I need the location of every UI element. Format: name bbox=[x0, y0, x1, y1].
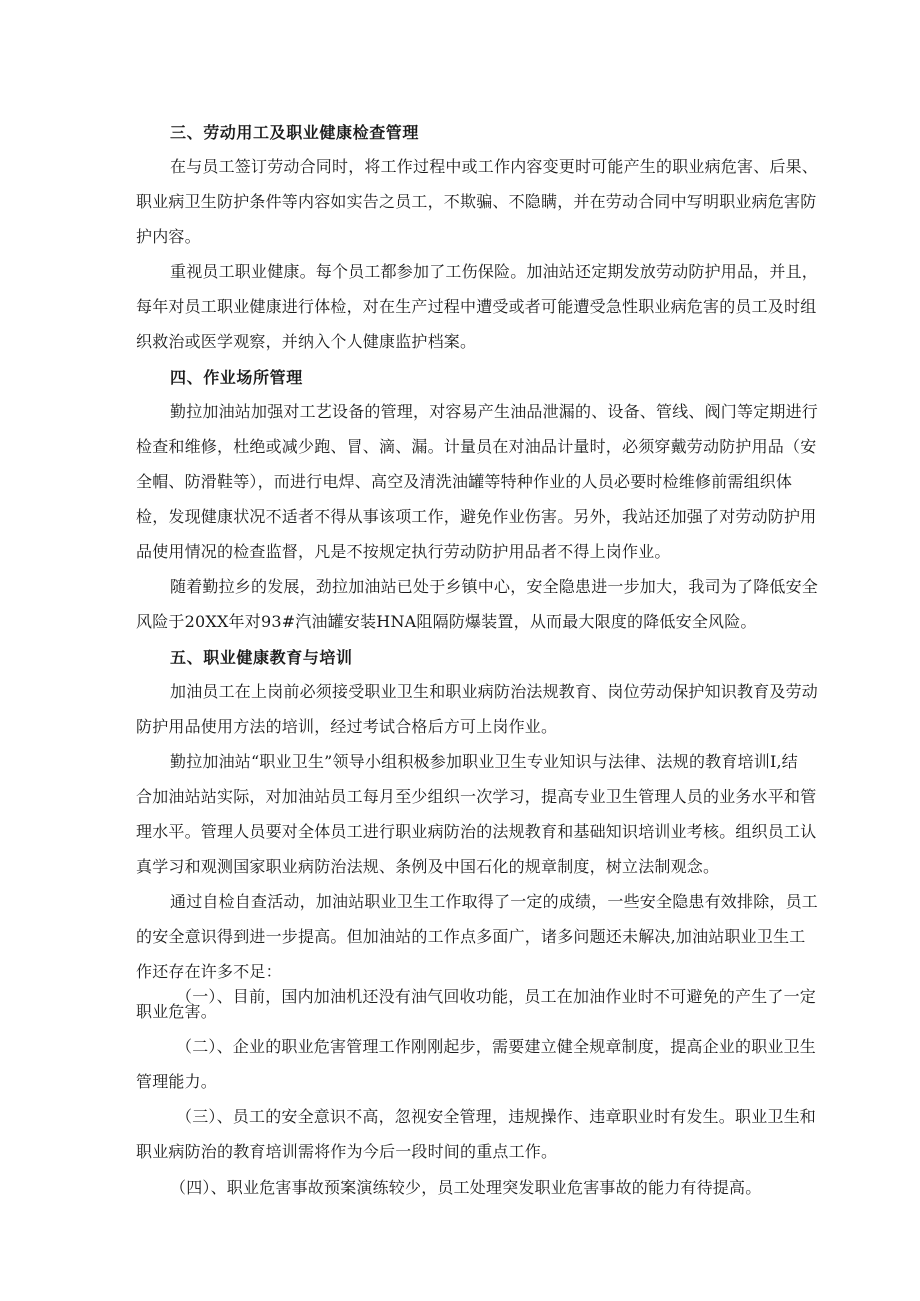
section-heading-education: 五、职业健康教育与培训 bbox=[170, 648, 353, 667]
paragraph-line: 护内容。 bbox=[136, 227, 201, 246]
paragraph-line: 全帽、防滑鞋等），而进行电焊、高空及清洗油罐等特种作业的人员必要时检维修前需组织体 bbox=[136, 472, 793, 491]
list-item-1-continued: 职业危害。 bbox=[136, 1002, 218, 1021]
list-item-3-continued: 职业病防治的教育培训需将作为今后一段时间的重点工作。 bbox=[136, 1142, 558, 1161]
paragraph-line: 检查和维修，杜绝或减少跑、冒、滴、漏。计量员在对油品计量时，必须穿戴劳动防护用品（安 bbox=[136, 437, 817, 456]
paragraph-line: 勤拉加油站“职业卫生”领导小组积极参加职业卫生专业知识与法律、法规的教育培训I,结 bbox=[170, 752, 798, 771]
paragraph-line: 理水平。管理人员要对全体员工进行职业病防治的法规教育和基础知识培训业考核。组织员工认 bbox=[136, 822, 817, 841]
paragraph-line: 品使用情况的检查监督，凡是不按规定执行劳动防护用品者不得上岗作业。 bbox=[136, 542, 671, 561]
section-heading-labor-health: 三、劳动用工及职业健康检查管理 bbox=[170, 123, 420, 142]
paragraph-line: 真学习和观测国家职业病防治法规、条例及中国石化的规章制度，树立法制观念。 bbox=[136, 857, 720, 876]
list-item-1: （一）、目前，国内加油机还没有油气回收功能，员工在加油作业时不可避免的产生了一定 bbox=[176, 987, 817, 1006]
list-item-2-continued: 管理能力。 bbox=[136, 1072, 218, 1091]
list-item-3: （三）、员工的安全意识不高，忽视安全管理，违规操作、违章职业时有发生。职业卫生和 bbox=[176, 1107, 817, 1126]
paragraph-line: 在与员工签订劳动合同时，将工作过程中或工作内容变更时可能产生的职业病危害、后果、 bbox=[170, 157, 819, 176]
paragraph-line: 职业病卫生防护条件等内容如实告之员工，不欺骗、不隐瞒，并在劳动合同中写明职业病危害防 bbox=[136, 192, 817, 211]
paragraph-line: 勤拉加油站加强对工艺设备的管理，对容易产生油品泄漏的、设备、管线、阀门等定期进行 bbox=[170, 402, 819, 421]
paragraph-line: 作还存在许多不足： bbox=[136, 962, 282, 981]
paragraph-line: 重视员工职业健康。每个员工都参加了工伤保险。加油站还定期发放劳动防护用品，并且， bbox=[170, 262, 819, 281]
paragraph-line: 加油员工在上岗前必须接受职业卫生和职业病防治法规教育、岗位劳动保护知识教育及劳动 bbox=[170, 682, 819, 701]
paragraph-line: 合加油站站实际，对加油站员工每月至少组织一次学习，提高专业卫生管理人员的业务水平和管 bbox=[136, 787, 817, 806]
paragraph-line: 检，发现健康状况不适者不得从事该项工作，避免作业伤害。另外，我站还加强了对劳动防护用 bbox=[136, 507, 817, 526]
paragraph-line: 通过自检自查活动，加油站职业卫生工作取得了一定的成绩，一些安全隐患有效排除，员工 bbox=[170, 892, 819, 911]
section-heading-workplace: 四、作业场所管理 bbox=[170, 368, 303, 387]
list-item-2: （二）、企业的职业危害管理工作刚刚起步，需要建立健全规章制度，提高企业的职业卫生 bbox=[176, 1037, 817, 1056]
paragraph-line: 防护用品使用方法的培训，经过考试合格后方可上岗作业。 bbox=[136, 717, 558, 736]
list-item-4: （四）、职业危害事故预案演练较少，员工处理突发职业危害事故的能力有待提高。 bbox=[170, 1178, 762, 1197]
paragraph-line: 的安全意识得到进一步提高。但加油站的工作点多面广，诸多问题还未解决,加油站职业卫生工 bbox=[136, 927, 806, 946]
paragraph-line: 随着勤拉乡的发展，劲拉加油站已处于乡镇中心，安全隐患进一步加大，我司为了降低安全 bbox=[170, 577, 819, 596]
paragraph-line: 织救治或医学观察，并纳入个人健康监护档案。 bbox=[136, 332, 477, 351]
paragraph-line: 每年对员工职业健康进行体检，对在生产过程中遭受或者可能遭受急性职业病危害的员工及时组 bbox=[136, 297, 817, 316]
paragraph-line: 风险于20XX年对93#汽油罐安装HNA阻隔防爆装置，从而最大限度的降低安全风险。 bbox=[136, 612, 757, 631]
